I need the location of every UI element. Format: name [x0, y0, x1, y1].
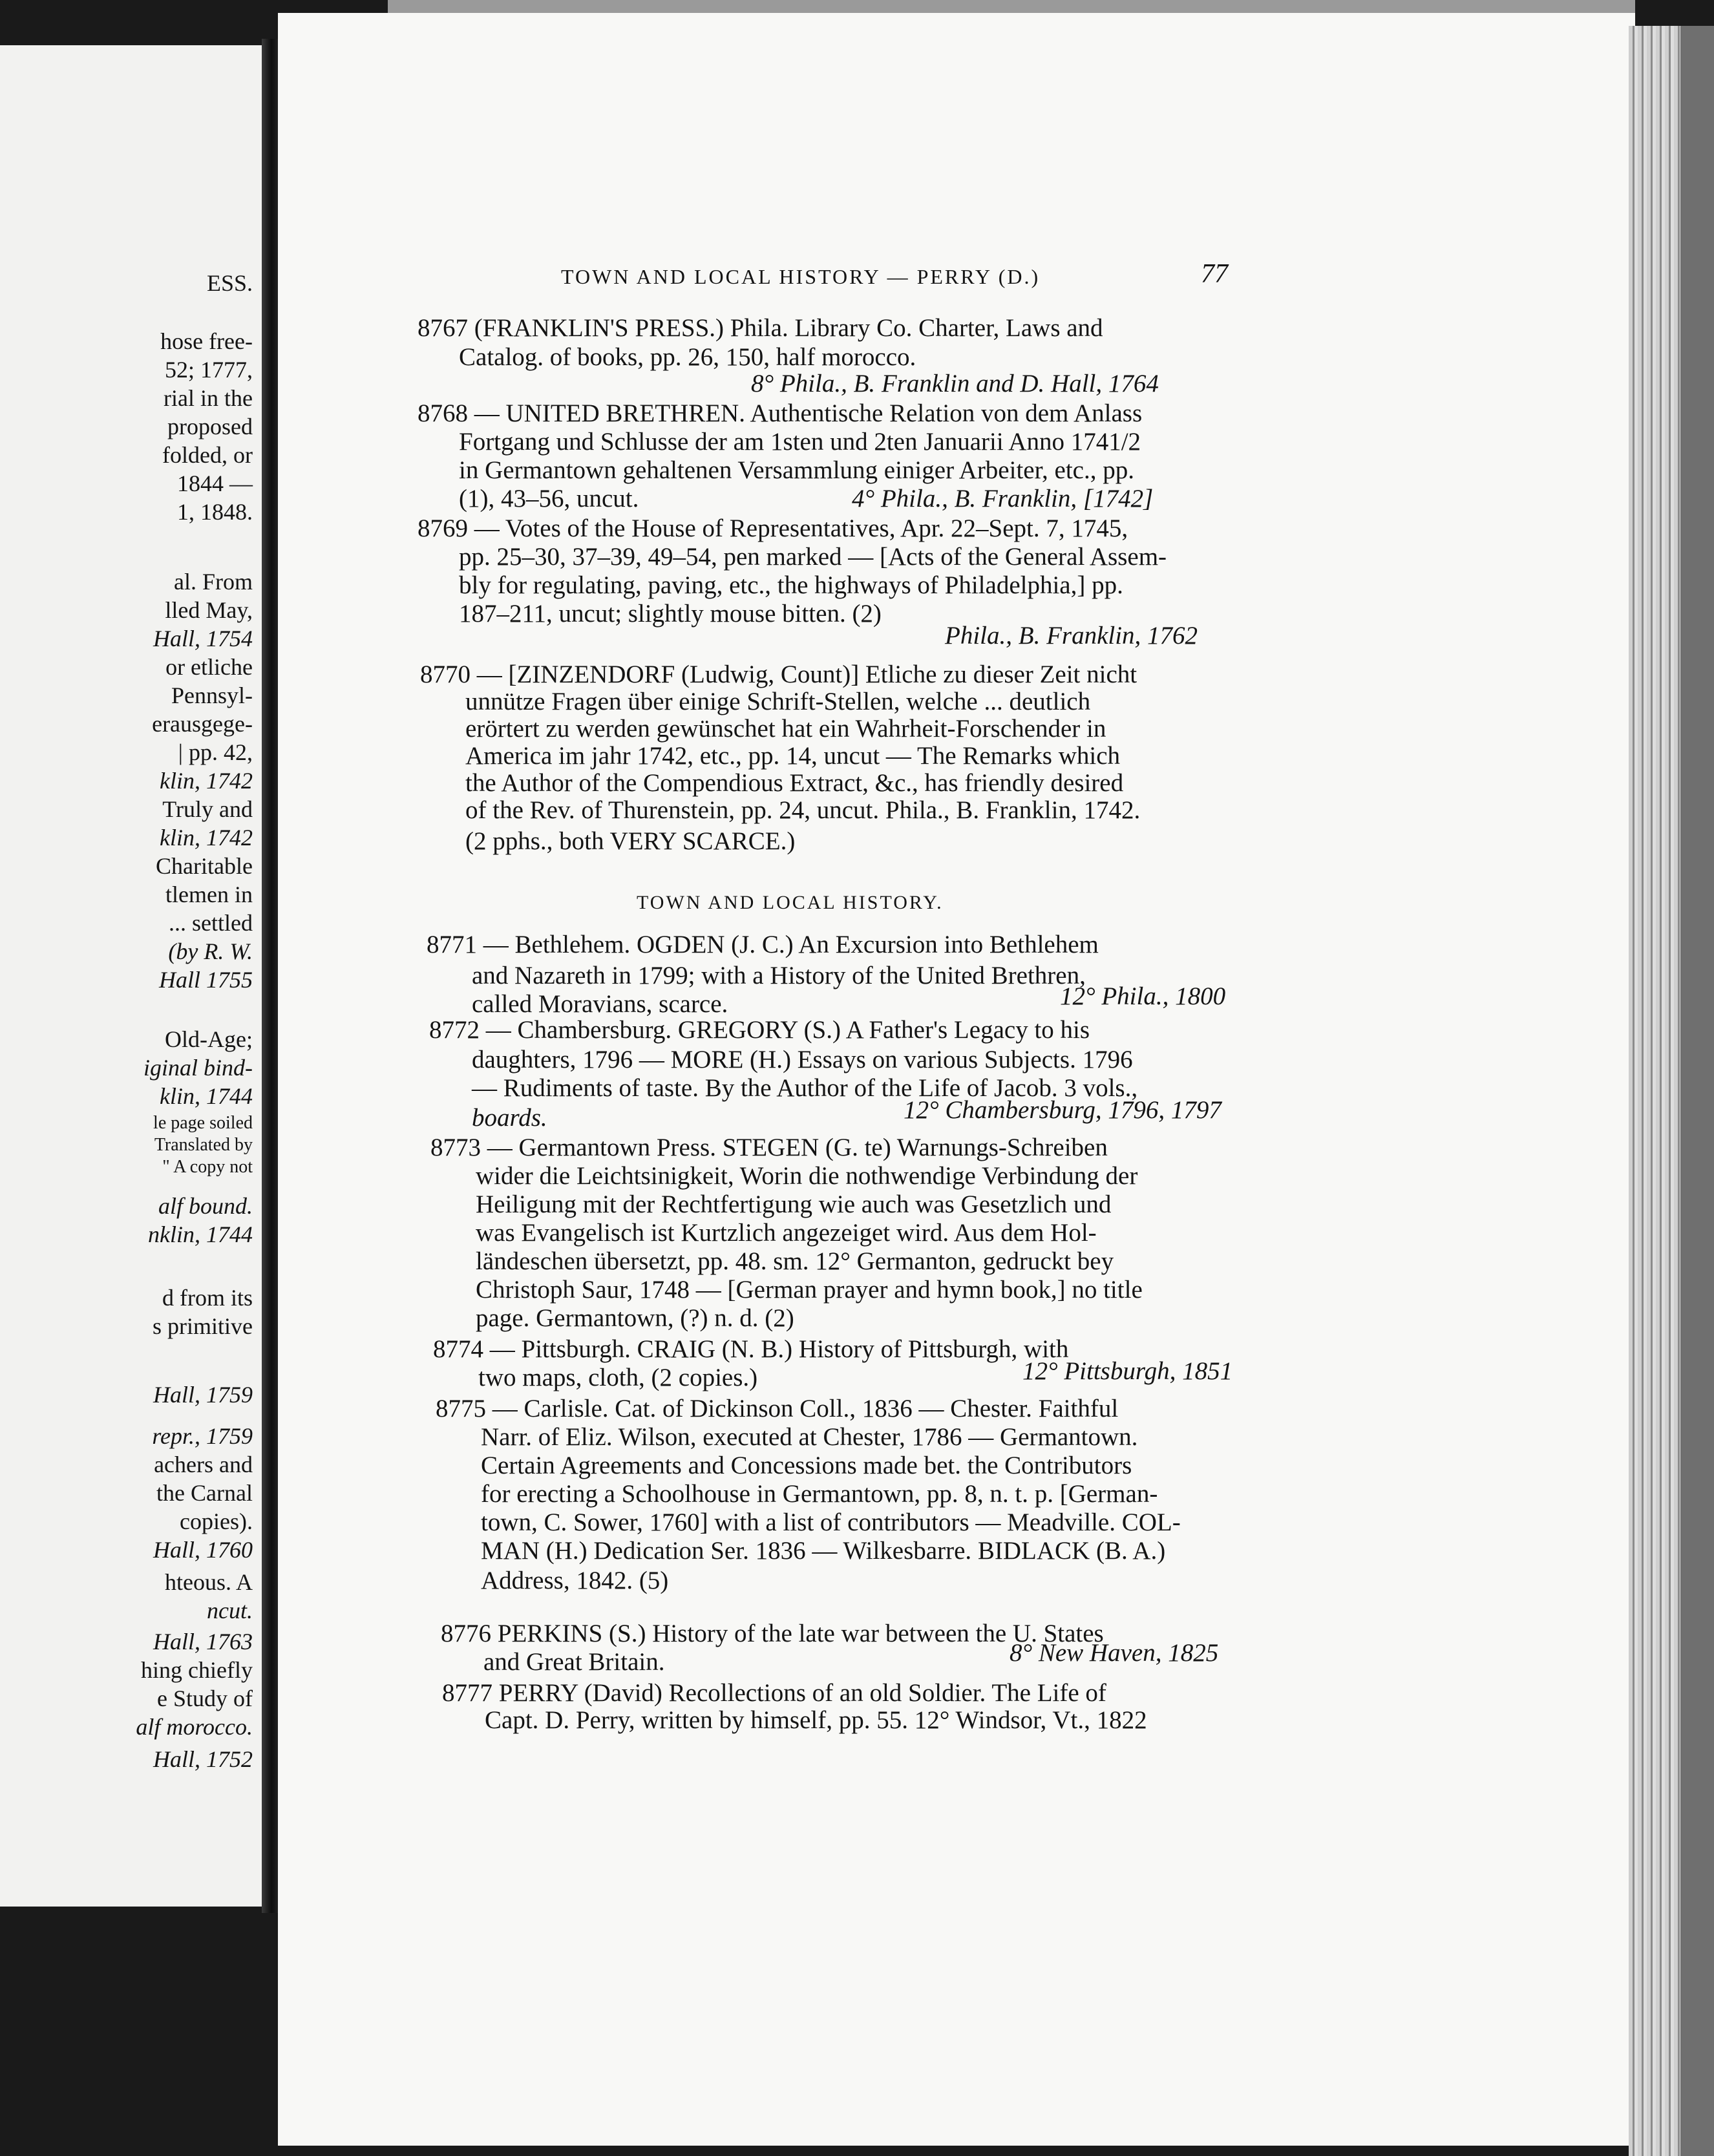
entry-8768-line: Fortgang und Schlusse der am 1sten und 2ten Januarii Anno 1741/2 — [459, 428, 1141, 456]
left-line: klin, 1744 — [160, 1083, 253, 1109]
entry-8769-line: 187–211, uncut; slightly mouse bitten. (2) — [459, 600, 882, 628]
entry-8774-line: 8774 — Pittsburgh. CRAIG (N. B.) History of Pittsburgh, with — [433, 1335, 1069, 1363]
entry-8771-line: and Nazareth in 1799; with a History of the United Brethren, — [472, 962, 1086, 989]
entry-8776-line: 8776 PERKINS (S.) History of the late war between the U. States — [441, 1620, 1104, 1647]
left-line: | pp. 42, — [178, 739, 253, 765]
left-line: al. From — [174, 569, 253, 595]
entry-8769-line: 8769 — Votes of the House of Representatives, Apr. 22–Sept. 7, 1745, — [418, 514, 1128, 542]
entry-8777-line: Capt. D. Perry, written by himself, pp. 55. 12° Windsor, Vt., 1822 — [485, 1706, 1147, 1734]
entry-8775-line: Certain Agreements and Concessions made bet. the Contributors — [481, 1452, 1132, 1479]
entry-8767-line: Catalog. of books, pp. 26, 150, half morocco. — [459, 343, 916, 371]
left-line: klin, 1742 — [160, 825, 253, 851]
left-line: ncut. — [207, 1598, 253, 1623]
left-line: Old-Age; — [165, 1026, 253, 1052]
entry-8775-line: Address, 1842. (5) — [481, 1567, 669, 1594]
entry-8777-line: 8777 PERRY (David) Recollections of an old Soldier. The Life of — [442, 1679, 1106, 1707]
left-line: nklin, 1744 — [148, 1221, 253, 1247]
entry-8775-line: for erecting a Schoolhouse in Germantown, pp. 8, n. t. p. [German- — [481, 1480, 1158, 1508]
entry-8775-line: 8775 — Carlisle. Cat. of Dickinson Coll., 1836 — Chester. Faithful — [436, 1395, 1119, 1422]
entry-8772-line: daughters, 1796 — MORE (H.) Essays on various Subjects. 1796 — [472, 1046, 1133, 1073]
entry-8770-line: the Author of the Compendious Extract, &c., has friendly desired — [465, 769, 1124, 797]
entry-8772-imprint: 12° Chambersburg, 1796, 1797 — [904, 1096, 1222, 1124]
entry-8770-line: unnütze Fragen über einige Schrift-Stellen, welche ... deutlich — [465, 688, 1091, 715]
left-line: Hall, 1759 — [153, 1382, 253, 1408]
entry-8768-line: in Germantown gehaltenen Versammlung einiger Arbeiter, etc., pp. — [459, 456, 1134, 484]
entry-8776-imprint: 8° New Haven, 1825 — [1010, 1639, 1219, 1667]
entry-8768-line: (1), 43–56, uncut. — [459, 485, 639, 513]
running-head: TOWN AND LOCAL HISTORY — PERRY (D.) — [561, 265, 1041, 288]
entry-8769-line: pp. 25–30, 37–39, 49–54, pen marked — [Acts of the General Assem- — [459, 543, 1167, 571]
left-line: the Carnal — [156, 1480, 253, 1506]
left-line: e Study of — [157, 1686, 253, 1711]
left-line: hing chiefly — [141, 1657, 253, 1683]
left-line: proposed — [167, 414, 253, 439]
entry-8775-line: Narr. of Eliz. Wilson, executed at Chester, 1786 — Germantown. — [481, 1423, 1138, 1451]
left-line: Hall, 1754 — [153, 626, 253, 651]
left-line: hteous. A — [164, 1569, 253, 1595]
left-line: alf bound. — [158, 1193, 253, 1219]
entry-8773-line: Heiligung mit der Rechtfertigung wie auch was Gesetzlich und — [476, 1190, 1112, 1218]
entry-8774-imprint: 12° Pittsburgh, 1851 — [1022, 1357, 1233, 1385]
left-line: ... settled — [169, 910, 253, 936]
entry-8769-line: bly for regulating, paving, etc., the highways of Philadelphia,] pp. — [459, 571, 1123, 599]
left-facing-page — [0, 45, 262, 1907]
left-line: s primitive — [153, 1313, 253, 1339]
left-line: hose free- — [160, 328, 253, 354]
entry-8771-imprint: 12° Phila., 1800 — [1060, 982, 1226, 1010]
entry-8770-line: (2 pphs., both VERY SCARCE.) — [465, 827, 796, 855]
left-line: iginal bind- — [143, 1055, 253, 1081]
left-line: achers and — [154, 1452, 253, 1477]
left-line: Truly and — [162, 796, 253, 822]
entry-8770-line: erörtert zu werden gewünschet hat ein Wahrheit-Forschender in — [465, 715, 1106, 743]
entry-8773-line: 8773 — Germantown Press. STEGEN (G. te) Warnungs-Schreiben — [430, 1134, 1108, 1161]
entry-8776-line: and Great Britain. — [483, 1648, 665, 1676]
left-line: copies). — [180, 1508, 253, 1534]
left-line: Hall 1755 — [158, 967, 253, 993]
entry-8771-line: 8771 — Bethlehem. OGDEN (J. C.) An Excursion into Bethlehem — [427, 931, 1099, 958]
left-line: or etliche — [165, 654, 253, 680]
entry-8773-line: Christoph Saur, 1748 — [German prayer and hymn book,] no title — [476, 1276, 1143, 1304]
page-edge-shadow — [1680, 26, 1714, 2156]
left-line: 1844 — — [177, 470, 253, 496]
left-line: tlemen in — [165, 882, 253, 907]
entry-8773-line: was Evangelisch ist Kurtzlich angezeiget wird. Aus dem Hol- — [476, 1219, 1097, 1247]
entry-8772-line: 8772 — Chambersburg. GREGORY (S.) A Father's Legacy to his — [429, 1016, 1090, 1044]
entry-8770-line: 8770 — [ZINZENDORF (Ludwig, Count)] Etliche zu dieser Zeit nicht — [420, 661, 1137, 688]
entry-8770-line: of the Rev. of Thurenstein, pp. 24, uncut. Phila., B. Franklin, 1742. — [465, 796, 1141, 824]
left-line: Hall, 1760 — [153, 1537, 253, 1563]
left-line: 52; 1777, — [164, 357, 253, 383]
left-line: repr., 1759 — [152, 1423, 253, 1449]
left-line: erausgege- — [152, 711, 253, 737]
left-line: alf morocco. — [136, 1714, 253, 1740]
entry-8773-line: page. Germantown, (?) n. d. (2) — [476, 1304, 794, 1332]
left-line: Translated by — [154, 1135, 253, 1155]
entry-8768-imprint: 4° Phila., B. Franklin, [1742] — [852, 485, 1154, 513]
entry-8767-imprint: 8° Phila., B. Franklin and D. Hall, 1764 — [751, 370, 1159, 397]
entry-8773-line: wider die Leichtsinigkeit, Worin die nothwendige Verbindung der — [476, 1162, 1138, 1190]
entry-8773-line: ländeschen übersetzt, pp. 48. sm. 12° Germanton, gedruckt bey — [476, 1247, 1114, 1275]
left-line: " A copy not — [162, 1157, 253, 1177]
left-line: Hall, 1763 — [153, 1629, 253, 1654]
left-line: Pennsyl- — [171, 682, 253, 708]
left-line: rial in the — [164, 385, 253, 411]
entry-8775-line: MAN (H.) Dedication Ser. 1836 — Wilkesbarre. BIDLACK (B. A.) — [481, 1537, 1166, 1565]
entry-8770-line: America im jahr 1742, etc., pp. 14, uncut — The Remarks which — [465, 742, 1121, 770]
entry-8768-line: 8768 — UNITED BRETHREN. Authentische Relation von dem Anlass — [418, 399, 1143, 427]
left-line: 1, 1848. — [177, 499, 253, 525]
entry-8772-line: boards. — [472, 1104, 547, 1132]
left-line: (by R. W. — [168, 938, 253, 964]
left-line: d from its — [162, 1285, 253, 1311]
left-line: Hall, 1752 — [153, 1746, 253, 1772]
left-line: le page soiled — [153, 1113, 253, 1133]
left-line: klin, 1742 — [160, 768, 253, 794]
left-line: folded, or — [162, 442, 253, 468]
entry-8767-line: 8767 (FRANKLIN'S PRESS.) Phila. Library Co. Charter, Laws and — [418, 314, 1103, 342]
section-heading: TOWN AND LOCAL HISTORY. — [637, 892, 944, 913]
left-line: lled May, — [165, 597, 253, 623]
entry-8775-line: town, C. Sower, 1760] with a list of contributors — Meadville. COL- — [481, 1508, 1181, 1536]
left-line: Charitable — [156, 853, 253, 879]
entry-8771-line: called Moravians, scarce. — [472, 990, 728, 1018]
entry-8769-imprint: Phila., B. Franklin, 1762 — [945, 622, 1198, 650]
entry-8774-line: two maps, cloth, (2 copies.) — [478, 1364, 758, 1391]
page-number: 77 — [1201, 259, 1228, 289]
entry-8772-line: — Rudiments of taste. By the Author of the Life of Jacob. 3 vols., — [472, 1074, 1138, 1102]
left-line: ESS. — [206, 270, 253, 296]
